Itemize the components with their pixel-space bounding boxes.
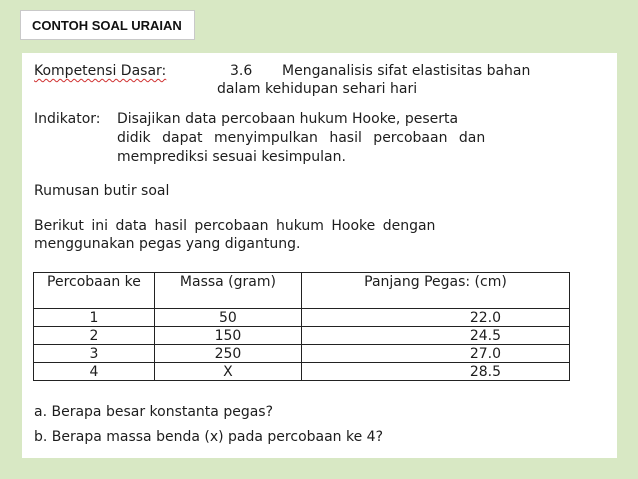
cell-panjang: 27.0 <box>301 345 569 363</box>
question-b: b. Berapa massa benda (x) pada percobaan ke 4? <box>34 429 384 445</box>
intro-line2: menggunakan pegas yang digantung. <box>34 236 301 252</box>
cell-massa: 250 <box>154 345 301 363</box>
data-table <box>33 272 570 381</box>
cell-panjang: 28.5 <box>301 363 569 381</box>
header-panjang: Panjang Pegas: (cm) <box>301 273 569 309</box>
cell-percobaan: 4 <box>34 363 155 381</box>
cell-percobaan: 3 <box>34 345 155 363</box>
cell-percobaan: 1 <box>34 309 155 327</box>
cell-panjang: 22.0 <box>301 309 569 327</box>
kd-label: Kompetensi Dasar: <box>34 63 167 79</box>
kd-text-line1: Menganalisis sifat elastisitas bahan <box>282 63 531 79</box>
question-a: a. Berapa besar konstanta pegas? <box>34 404 274 420</box>
cell-panjang: 24.5 <box>301 327 569 345</box>
rumusan-heading: Rumusan butir soal <box>34 183 170 199</box>
cell-massa: 50 <box>154 309 301 327</box>
document-image <box>22 53 617 458</box>
kd-text-line2: dalam kehidupan sehari hari <box>217 81 418 97</box>
cell-massa: X <box>154 363 301 381</box>
slide-title: CONTOH SOAL URAIAN <box>20 10 195 40</box>
table-row <box>34 327 570 345</box>
header-massa: Massa (gram) <box>154 273 301 309</box>
indikator-line2: didik dapat menyimpulkan hasil percobaan dan <box>117 130 486 146</box>
table-header-row <box>34 273 570 309</box>
cell-percobaan: 2 <box>34 327 155 345</box>
cell-massa: 150 <box>154 327 301 345</box>
intro-line1: Berikut ini data hasil percobaan hukum Hooke dengan <box>34 218 436 234</box>
kd-number: 3.6 <box>230 63 253 79</box>
table-row <box>34 363 570 381</box>
table-row <box>34 345 570 363</box>
indikator-label: Indikator: <box>34 111 101 127</box>
table-row <box>34 309 570 327</box>
indikator-line3: memprediksi sesuai kesimpulan. <box>117 149 346 165</box>
indikator-line1: Disajikan data percobaan hukum Hooke, peserta <box>117 111 459 127</box>
header-percobaan: Percobaan ke <box>34 273 155 309</box>
